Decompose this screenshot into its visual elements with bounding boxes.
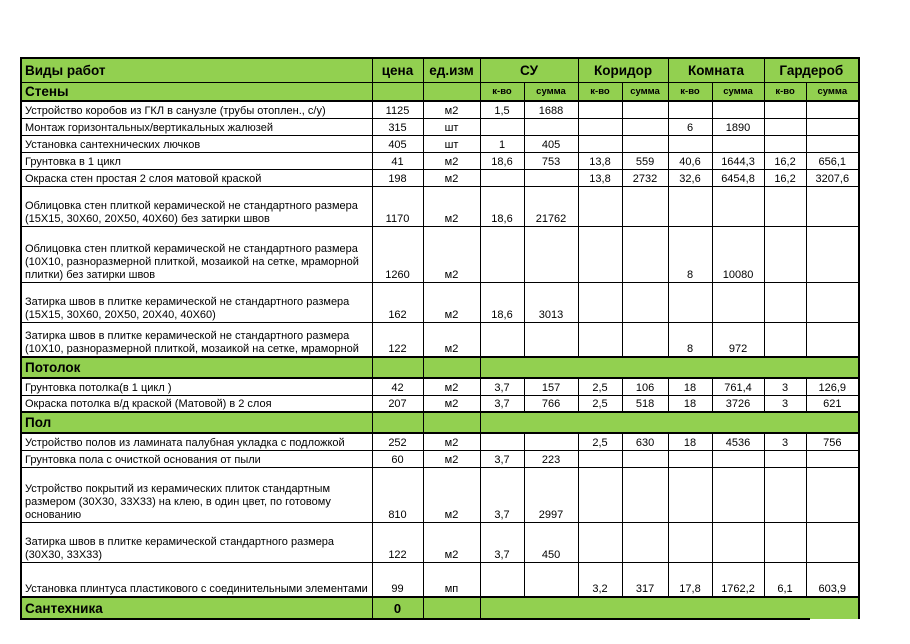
work-value [524, 562, 578, 597]
column-header-unit: ед.изм [423, 58, 480, 82]
work-value: 1 [480, 135, 524, 152]
work-value [622, 522, 668, 562]
table-row [21, 152, 859, 169]
work-value [622, 118, 668, 135]
work-value: 18 [668, 378, 712, 395]
section-price: 0 [372, 597, 423, 619]
column-header-group-garderob: Гардероб [764, 58, 859, 82]
work-value [806, 282, 859, 322]
work-value [622, 226, 668, 282]
work-value: 1688 [524, 101, 578, 118]
subheader-empty-unit [423, 82, 480, 101]
work-value [712, 467, 764, 522]
work-value: 6454,8 [712, 169, 764, 186]
work-value [806, 322, 859, 357]
table-row [21, 282, 859, 322]
subheader-sum: сумма [524, 82, 578, 101]
work-name: Затирка швов в плитке керамической не стандартного размера (10X10, разноразмерной плиткой, мозаикой на сетке, мраморной [21, 322, 372, 357]
work-value [622, 450, 668, 467]
work-value [622, 322, 668, 357]
work-price: 207 [372, 395, 423, 412]
work-value [524, 118, 578, 135]
work-value: 4536 [712, 433, 764, 450]
work-value: 8 [668, 322, 712, 357]
work-value: 3 [764, 433, 806, 450]
work-value: 761,4 [712, 378, 764, 395]
work-value: 756 [806, 433, 859, 450]
subheader-sum: сумма [806, 82, 859, 101]
work-price: 315 [372, 118, 423, 135]
work-value [578, 467, 622, 522]
work-value: 1762,2 [712, 562, 764, 597]
work-value: 2732 [622, 169, 668, 186]
work-value: 6,1 [764, 562, 806, 597]
work-value [622, 467, 668, 522]
work-value: 3726 [712, 395, 764, 412]
section-title: Пол [21, 412, 372, 433]
work-table-body [21, 101, 859, 619]
work-unit: шт [423, 118, 480, 135]
work-value: 518 [622, 395, 668, 412]
work-price: 198 [372, 169, 423, 186]
work-value [578, 101, 622, 118]
estimate-table [20, 57, 860, 620]
work-price: 1125 [372, 101, 423, 118]
work-name: Грунтовка пола с очисткой основания от пыли [21, 450, 372, 467]
work-unit: м2 [423, 378, 480, 395]
work-name: Окраска потолка в/д краской (Матовой) в 2 слоя [21, 395, 372, 412]
work-value: 18 [668, 433, 712, 450]
work-value: 3,7 [480, 450, 524, 467]
work-value: 753 [524, 152, 578, 169]
work-value [668, 101, 712, 118]
work-value [764, 226, 806, 282]
work-value: 656,1 [806, 152, 859, 169]
work-value [668, 450, 712, 467]
table-row [21, 135, 859, 152]
work-value: 10080 [712, 226, 764, 282]
work-unit: м2 [423, 282, 480, 322]
work-name: Установка плинтуса пластикового с соединительными элементами [21, 562, 372, 597]
work-value: 106 [622, 378, 668, 395]
work-value: 18,6 [480, 186, 524, 226]
work-value [480, 433, 524, 450]
work-value [712, 450, 764, 467]
work-value [480, 322, 524, 357]
work-value: 766 [524, 395, 578, 412]
work-name: Устройство полов из ламината палубная укладка с подложкой [21, 433, 372, 450]
section-title-walls: Стены [21, 82, 372, 101]
section-unit [423, 357, 480, 378]
work-unit: м2 [423, 152, 480, 169]
work-value [764, 282, 806, 322]
work-name: Грунтовка в 1 цикл [21, 152, 372, 169]
section-unit [423, 412, 480, 433]
work-value: 317 [622, 562, 668, 597]
work-value: 3 [764, 395, 806, 412]
table-row [21, 450, 859, 467]
table-row [21, 118, 859, 135]
work-value [806, 186, 859, 226]
work-value: 17,8 [668, 562, 712, 597]
work-value: 603,9 [806, 562, 859, 597]
work-unit: м2 [423, 101, 480, 118]
section-filler [480, 597, 859, 619]
work-value: 1644,3 [712, 152, 764, 169]
work-value [764, 135, 806, 152]
work-price: 1170 [372, 186, 423, 226]
section-row [21, 597, 859, 619]
work-value [712, 282, 764, 322]
work-value [764, 322, 806, 357]
work-price: 252 [372, 433, 423, 450]
work-name: Облицовка стен плиткой керамической не стандартного размера (10X10, разноразмерной плиткой, мозаикой на сетке, мраморной плитки) без затирки швов [21, 226, 372, 282]
work-value [764, 450, 806, 467]
section-title: Потолок [21, 357, 372, 378]
work-value [524, 322, 578, 357]
work-unit: м2 [423, 467, 480, 522]
column-header-group-koridor: Коридор [578, 58, 668, 82]
work-value [764, 522, 806, 562]
work-value [668, 186, 712, 226]
work-value: 126,9 [806, 378, 859, 395]
work-unit: м2 [423, 322, 480, 357]
work-value: 2,5 [578, 433, 622, 450]
work-value: 2,5 [578, 395, 622, 412]
work-value: 450 [524, 522, 578, 562]
work-value [668, 282, 712, 322]
work-value [578, 186, 622, 226]
table-row [21, 522, 859, 562]
work-unit: м2 [423, 522, 480, 562]
work-value [764, 186, 806, 226]
work-value: 40,6 [668, 152, 712, 169]
work-value: 1,5 [480, 101, 524, 118]
work-value [622, 282, 668, 322]
section-title: Сантехника [21, 597, 372, 619]
table-row [21, 226, 859, 282]
subheader-qty: к-во [578, 82, 622, 101]
column-header-group-komnata: Комната [668, 58, 764, 82]
work-value: 13,8 [578, 152, 622, 169]
work-value [578, 282, 622, 322]
work-unit: мп [423, 562, 480, 597]
work-value [578, 118, 622, 135]
work-value: 3,2 [578, 562, 622, 597]
work-price: 405 [372, 135, 423, 152]
work-name: Затирка швов в плитке керамической не стандартного размера (15X15, 30X60, 20X50, 20X40, 40X60) [21, 282, 372, 322]
subheader-qty: к-во [668, 82, 712, 101]
work-unit: м2 [423, 169, 480, 186]
section-price [372, 357, 423, 378]
work-value [806, 118, 859, 135]
work-value: 3,7 [480, 395, 524, 412]
subheader-sum: сумма [622, 82, 668, 101]
work-value [578, 226, 622, 282]
work-value [806, 522, 859, 562]
work-value: 8 [668, 226, 712, 282]
work-value: 13,8 [578, 169, 622, 186]
work-value [480, 118, 524, 135]
work-name: Установка сантехнических лючков [21, 135, 372, 152]
work-value: 2,5 [578, 378, 622, 395]
work-value [622, 135, 668, 152]
work-value: 3,7 [480, 378, 524, 395]
work-name: Затирка швов в плитке керамической стандартного размера (30X30, 33X33) [21, 522, 372, 562]
table-row [21, 169, 859, 186]
work-value [578, 522, 622, 562]
work-value [578, 450, 622, 467]
table-row [21, 322, 859, 357]
work-value: 621 [806, 395, 859, 412]
work-value: 18,6 [480, 152, 524, 169]
work-value: 3 [764, 378, 806, 395]
work-value: 630 [622, 433, 668, 450]
work-unit: м2 [423, 433, 480, 450]
work-value [524, 226, 578, 282]
work-value [578, 135, 622, 152]
table-row [21, 467, 859, 522]
work-value [712, 186, 764, 226]
subheader-qty: к-во [764, 82, 806, 101]
work-value [668, 135, 712, 152]
work-name: Облицовка стен плиткой керамической не стандартного размера (15X15, 30X60, 20X50, 40X60) без затирки швов [21, 186, 372, 226]
work-unit: м2 [423, 450, 480, 467]
work-unit: м2 [423, 395, 480, 412]
work-price: 99 [372, 562, 423, 597]
work-value: 3,7 [480, 467, 524, 522]
work-name: Устройство покрытий из керамических плиток стандартным размером (30X30, 33X33) на клею, в один цвет, по готовому основанию [21, 467, 372, 522]
work-value: 3207,6 [806, 169, 859, 186]
table-row [21, 186, 859, 226]
work-value: 223 [524, 450, 578, 467]
work-price: 60 [372, 450, 423, 467]
work-value: 6 [668, 118, 712, 135]
column-header-works: Виды работ [21, 58, 372, 82]
work-value: 972 [712, 322, 764, 357]
section-filler [480, 412, 859, 433]
work-name: Монтаж горизонтальных/вертикальных жалюзей [21, 118, 372, 135]
work-value [712, 522, 764, 562]
work-value [578, 322, 622, 357]
section-row [21, 357, 859, 378]
work-value: 18,6 [480, 282, 524, 322]
work-value [668, 467, 712, 522]
section-unit [423, 597, 480, 619]
work-value [480, 226, 524, 282]
work-value [764, 467, 806, 522]
work-value [806, 135, 859, 152]
work-value [524, 169, 578, 186]
work-price: 41 [372, 152, 423, 169]
work-price: 42 [372, 378, 423, 395]
work-price: 122 [372, 322, 423, 357]
work-value [806, 226, 859, 282]
column-header-price: цена [372, 58, 423, 82]
work-value [524, 433, 578, 450]
work-value [480, 562, 524, 597]
column-header-group-su: СУ [480, 58, 578, 82]
section-row [21, 412, 859, 433]
work-value: 1890 [712, 118, 764, 135]
work-value [712, 101, 764, 118]
work-value [764, 118, 806, 135]
table-row [21, 433, 859, 450]
table-row [21, 101, 859, 118]
work-value: 2997 [524, 467, 578, 522]
work-value: 559 [622, 152, 668, 169]
work-value: 3013 [524, 282, 578, 322]
work-value: 16,2 [764, 152, 806, 169]
table-row [21, 378, 859, 395]
work-value [806, 467, 859, 522]
work-name: Устройство коробов из ГКЛ в санузле (трубы отоплен., с/у) [21, 101, 372, 118]
work-price: 122 [372, 522, 423, 562]
work-value: 405 [524, 135, 578, 152]
section-price [372, 412, 423, 433]
work-value [712, 135, 764, 152]
work-value: 21762 [524, 186, 578, 226]
work-value [806, 450, 859, 467]
subheader-sum: сумма [712, 82, 764, 101]
work-value: 16,2 [764, 169, 806, 186]
work-price: 162 [372, 282, 423, 322]
work-value: 32,6 [668, 169, 712, 186]
work-name: Окраска стен простая 2 слоя матовой краской [21, 169, 372, 186]
work-value: 157 [524, 378, 578, 395]
work-value: 18 [668, 395, 712, 412]
work-unit: м2 [423, 186, 480, 226]
subheader-row [21, 82, 859, 101]
work-value: 3,7 [480, 522, 524, 562]
work-value [622, 186, 668, 226]
estimate-table-container [20, 57, 860, 620]
work-value [764, 101, 806, 118]
section-filler [480, 357, 859, 378]
subheader-qty: к-во [480, 82, 524, 101]
subheader-empty-price [372, 82, 423, 101]
work-unit: м2 [423, 226, 480, 282]
table-row [21, 395, 859, 412]
work-value [622, 101, 668, 118]
work-value [668, 522, 712, 562]
work-value [806, 101, 859, 118]
work-price: 810 [372, 467, 423, 522]
work-price: 1260 [372, 226, 423, 282]
work-unit: шт [423, 135, 480, 152]
work-value [480, 169, 524, 186]
header-row [21, 58, 859, 82]
table-row [21, 562, 859, 597]
work-name: Грунтовка потолка(в 1 цикл ) [21, 378, 372, 395]
